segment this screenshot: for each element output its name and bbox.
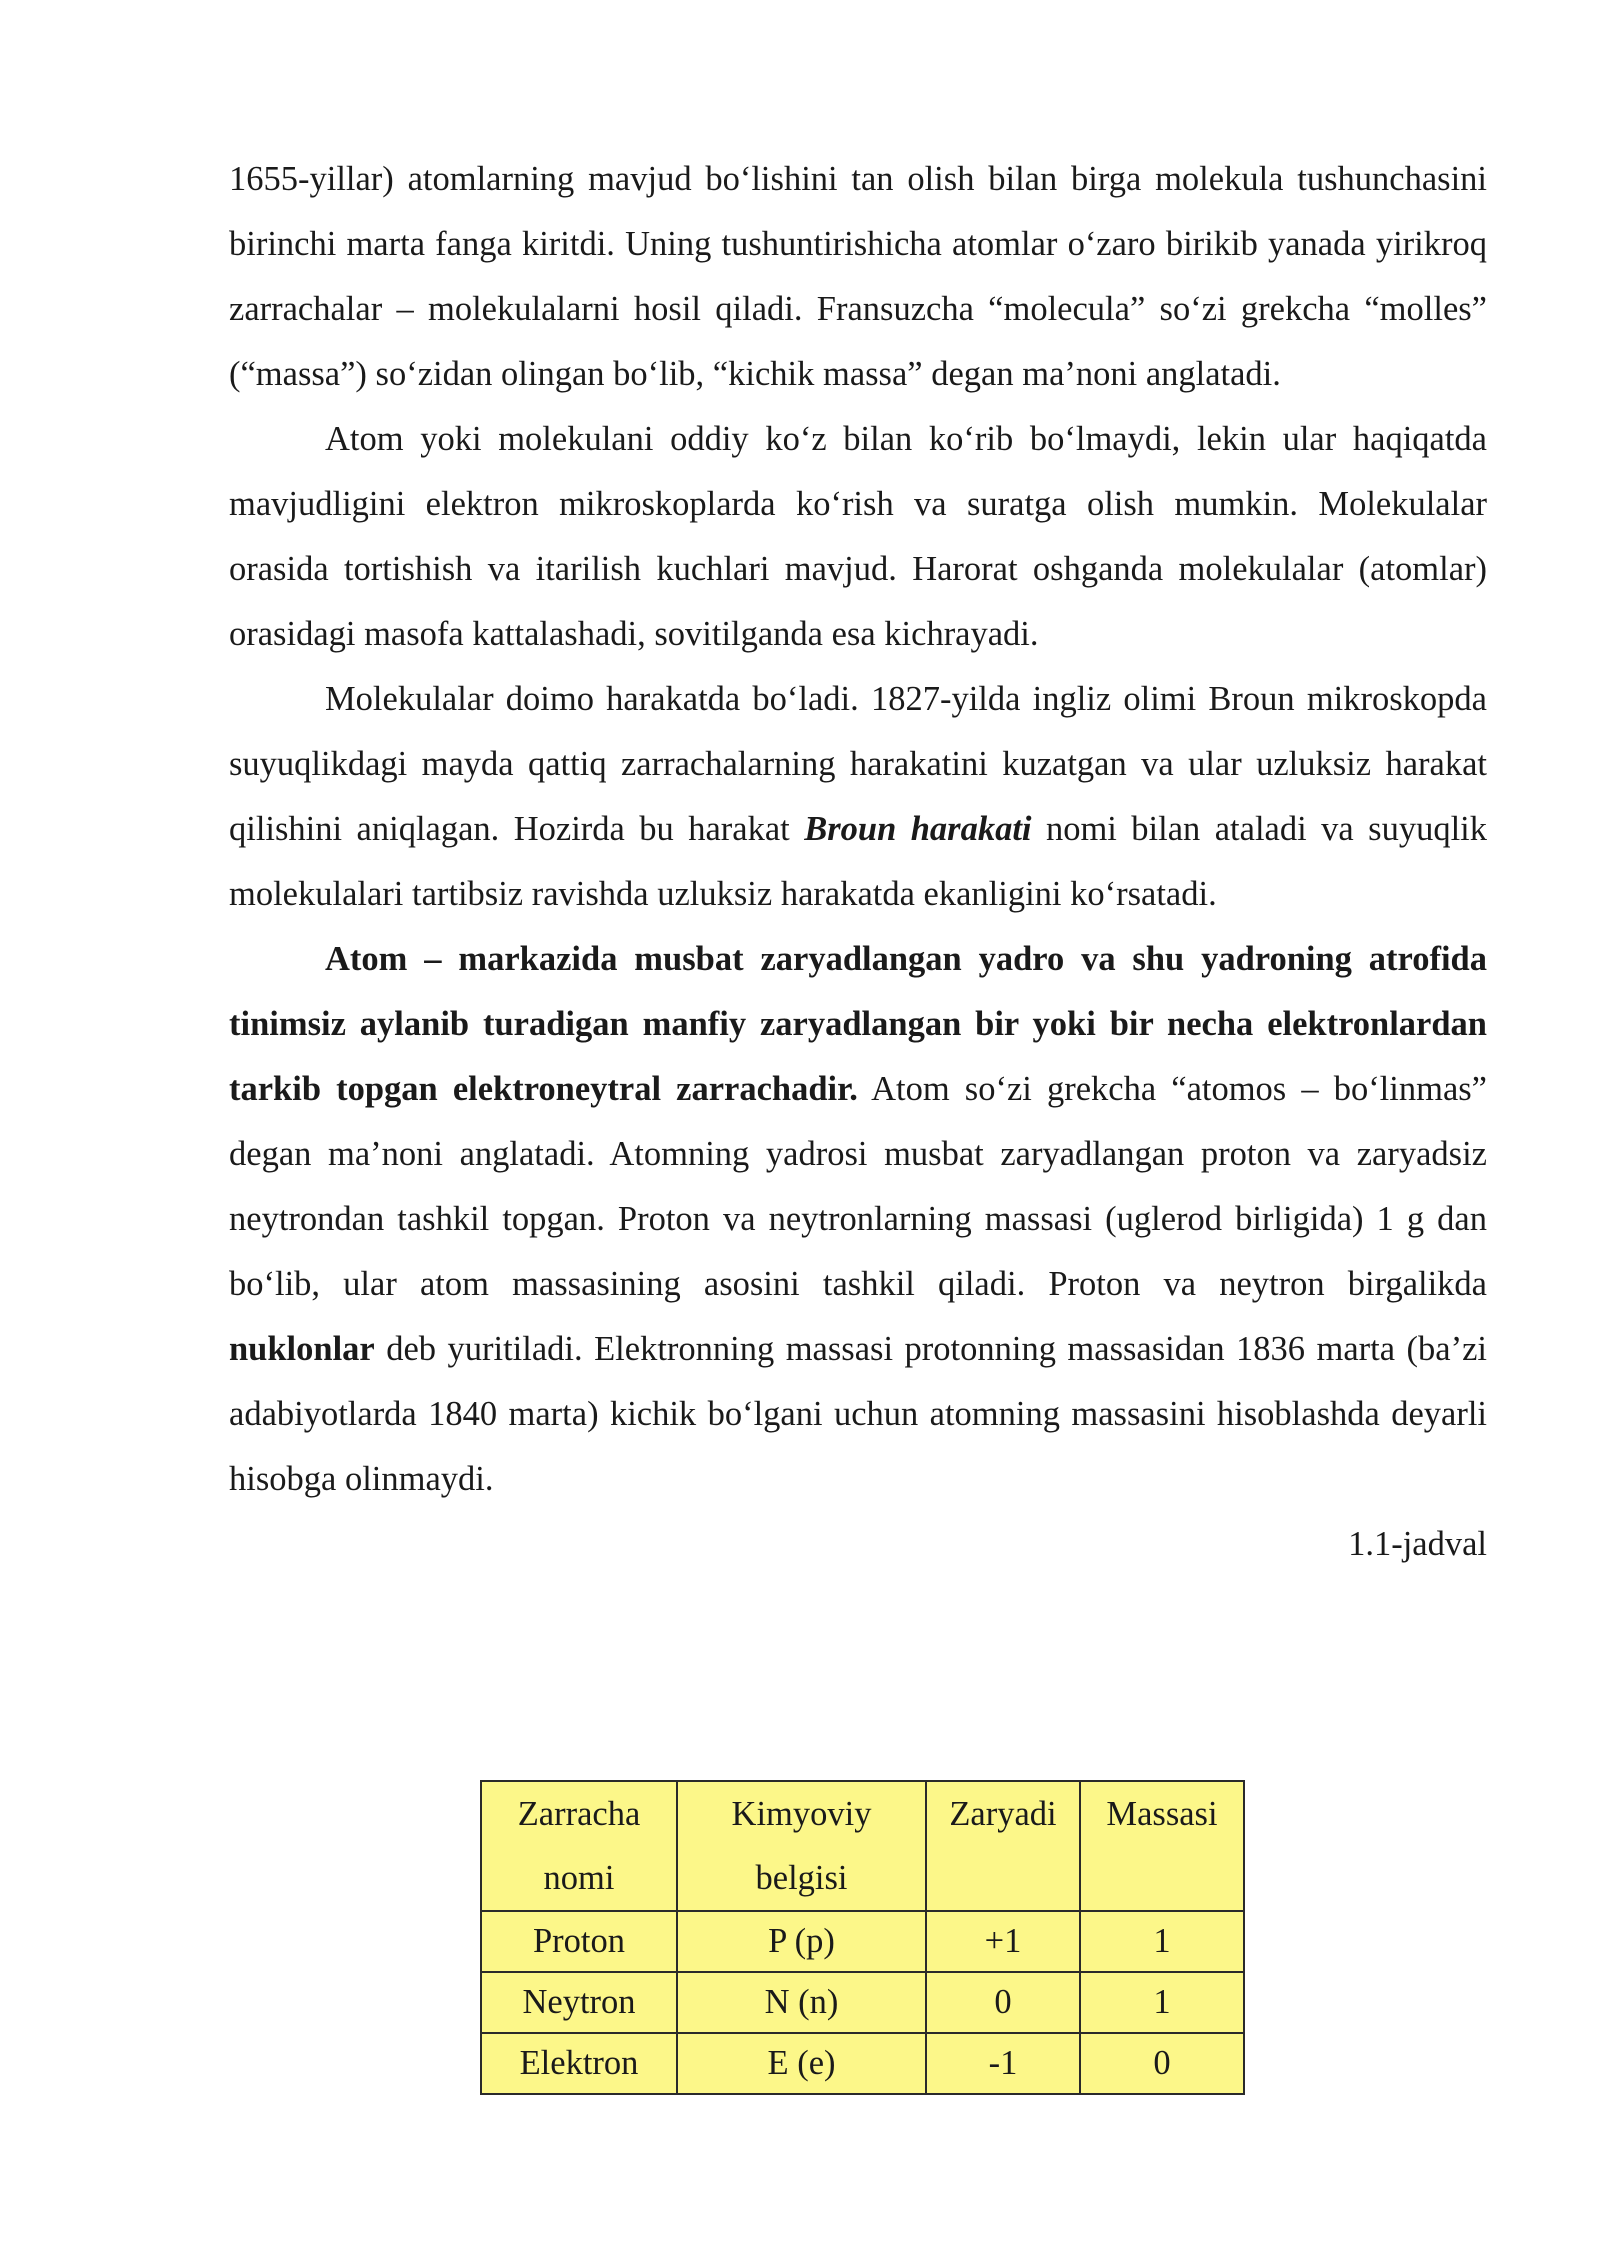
atom-definition: Atom – markazida musbat zaryadlangan yadro va shu yadroning atrofida tinimsiz aylanib turadigan manfiy zaryadlangan bir yoki bir necha elektronlardan tarkib topgan elektroneytral zarrachadir. — [229, 940, 1487, 1108]
paragraph-atom-definition — [229, 927, 1487, 1512]
paragraph-molecule-concept: 1655-yillar) atomlarning mavjud bo‘lishini tan olish bilan birga molekula tushunchasini birinchi marta fanga kiritdi. Uning tushuntirishicha atomlar o‘zaro birikib yanada yirikroq zarrachalar – molekulalarni hosil qiladi. Fransuzcha “molecula” so‘zi grekcha “molles” (“massa”) so‘zidan olingan bo‘lib, “kichik massa” degan ma’noni anglatadi. — [229, 160, 1487, 393]
cell-charge: +1 — [926, 1911, 1080, 1972]
cell-symbol: P (p) — [677, 1911, 926, 1972]
cell-charge: 0 — [926, 1972, 1080, 2033]
cell-charge: -1 — [926, 2033, 1080, 2094]
atom-text-middle: Atom so‘zi grekcha “atomos – bo‘linmas” degan ma’noni anglatadi. Atomning yadrosi musbat zaryadlangan proton va zaryadsiz neytrondan tashkil topgan. Proton va neytronlarning massasi (uglerod birligida) 1 g dan bo‘lib, ular atom massasining asosini tashkil qiladi. Proton va neytron birgalikda — [229, 1070, 1487, 1303]
header-charge: Zaryadi — [926, 1781, 1080, 1911]
paragraph-brownian-motion — [229, 667, 1487, 927]
cell-particle-name: Elektron — [481, 2033, 677, 2094]
nucleons-term: nuklonlar — [229, 1330, 375, 1368]
paragraph-observation: Atom yoki molekulani oddiy ko‘z bilan ko‘rib bo‘lmaydi, lekin ular haqiqatda mavjudligini elektron mikroskoplarda ko‘rish va suratga olish mumkin. Molekulalar orasida tortishish va itarilish kuchlari mavjud. Harorat oshganda molekulalar (atomlar) orasidagi masofa kattalashadi, sovitilganda esa kichrayadi. — [229, 420, 1487, 653]
header-particle-name-line2: nomi — [543, 1859, 615, 1897]
brownian-text-after: nomi bilan ataladi va suyuqlik molekulalari tartibsiz ravishda uzluksiz harakatda ekanligini ko‘rsatadi. — [229, 810, 1487, 913]
cell-symbol: E (e) — [677, 2033, 926, 2094]
cell-mass: 1 — [1080, 1911, 1244, 1972]
header-chemical-symbol-line2: belgisi — [755, 1859, 848, 1897]
table-header-row — [481, 1781, 1244, 1911]
document-page — [229, 147, 1487, 1577]
cell-particle-name: Proton — [481, 1911, 677, 1972]
header-chemical-symbol-line1: Kimyoviy — [731, 1795, 872, 1833]
atom-text-after: deb yuritiladi. Elektronning massasi protonning massasidan 1836 marta (ba’zi adabiyotlarda 1840 marta) kichik bo‘lgani uchun atomning massasini hisoblashda deyarli hisobga olinmaydi. — [229, 1330, 1487, 1498]
table-row — [481, 2033, 1244, 2094]
brownian-text-before: Molekulalar doimo harakatda bo‘ladi. 1827-yilda ingliz olimi Broun mikroskopda suyuqlikdagi mayda qattiq zarrachalarning harakatini kuzatgan va ular uzluksiz harakat qilishini aniqlagan. Hozirda bu harakat — [229, 680, 1487, 848]
header-particle-name — [481, 1781, 677, 1911]
header-chemical-symbol — [677, 1781, 926, 1911]
header-mass: Massasi — [1080, 1781, 1244, 1911]
cell-particle-name: Neytron — [481, 1972, 677, 2033]
table-row — [481, 1972, 1244, 2033]
cell-mass: 1 — [1080, 1972, 1244, 2033]
header-particle-name-line1: Zarracha — [517, 1795, 641, 1833]
cell-mass: 0 — [1080, 2033, 1244, 2094]
table-caption: 1.1-jadval — [1348, 1525, 1487, 1563]
cell-symbol: N (n) — [677, 1972, 926, 2033]
table-row — [481, 1911, 1244, 1972]
particles-table — [480, 1780, 1245, 2095]
brownian-term: Broun harakati — [804, 810, 1032, 848]
